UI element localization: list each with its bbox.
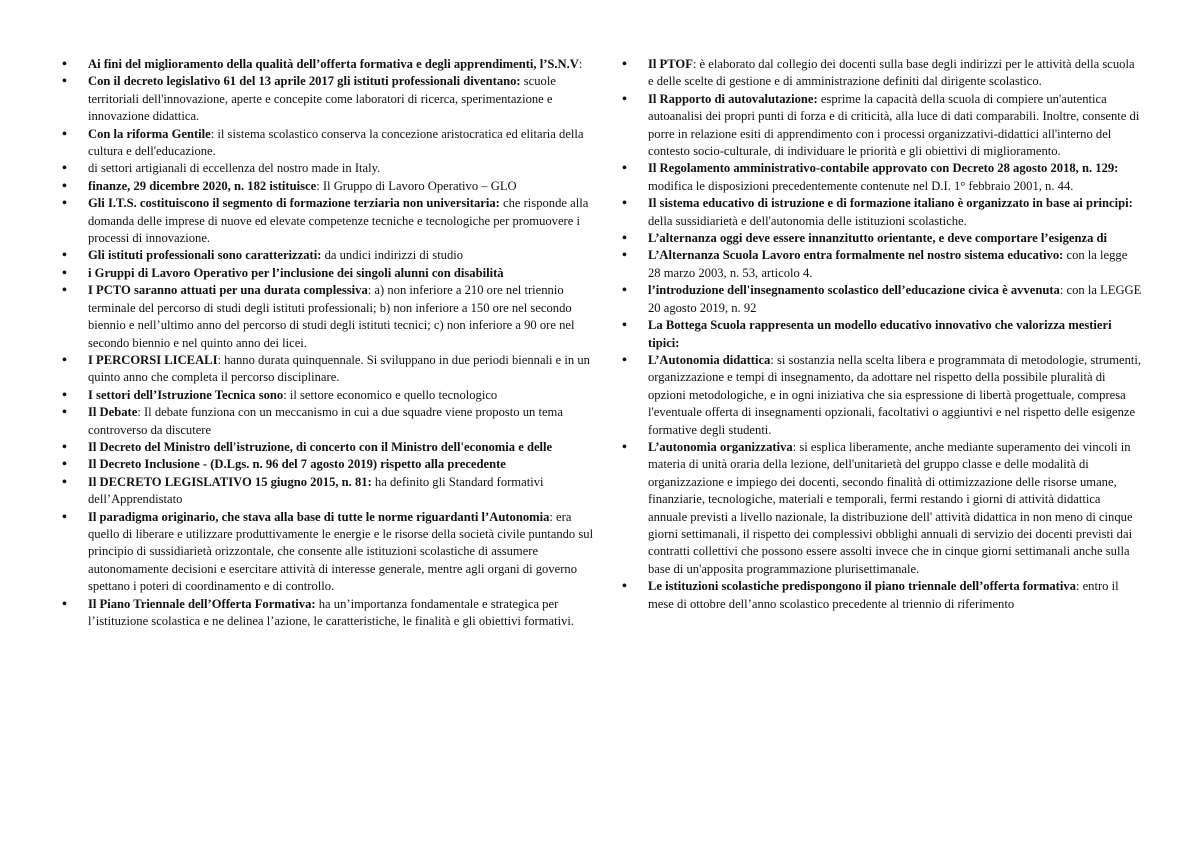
list-item — [62, 474, 602, 509]
list-item — [622, 56, 1142, 91]
item-bold-text: Gli istituti professionali sono caratterizzati: — [88, 248, 322, 263]
item-body-text: : entro il mese di ottobre dell’anno scolastico precedente al triennio di riferimento — [648, 579, 1119, 611]
list-item — [622, 317, 1142, 352]
item-bold-text: Con la riforma Gentile — [88, 126, 211, 141]
item-bold-text: Il Decreto Inclusione - (D.Lgs. n. 96 del 7 agosto 2019) rispetto alla precedente — [88, 457, 506, 472]
list-item — [622, 578, 1142, 613]
list-item — [62, 596, 602, 631]
item-bold-text: l’introduzione dell'insegnamento scolastico dell’educazione civica è avvenuta — [648, 283, 1060, 298]
item-body-text: : è elaborato dal collegio dei docenti sulla base degli indirizzi per le attività della scuola e delle scelte di gestione e di amministrazione definiti dal dirigente scolastico. — [648, 57, 1135, 89]
item-body-text: ha un’importanza fondamentale e strategica per l’istituzione scolastica e ne delinea l’azione, le caratteristiche, le finalità e gli obiettivi formativi. — [88, 596, 575, 628]
item-bold-text: Le istituzioni scolastiche predispongono il piano triennale dell’offerta formativa — [648, 579, 1076, 594]
list-item — [622, 282, 1142, 317]
item-bold-text: finanze, 29 dicembre 2020, n. 182 istituisce — [88, 178, 317, 193]
item-bold-text: Il paradigma originario, che stava alla base di tutte le norme riguardanti l’Autonomia — [88, 509, 550, 524]
item-bold-text: i Gruppi di Lavoro Operativo per l’inclusione dei singoli alunni con disabilità — [88, 265, 504, 280]
item-body-text: esprime la capacità della scuola di compiere un'autentica autoanalisi dei propri punti di forza e di criticità, alla luce di dati comparabili. Inoltre, consente di porre in relazione esiti di apprendimento con i processi organizzativi-didattici all'interno del contesto socio-culturale, di individuare le priorità e gli obiettivi di miglioramento. — [648, 91, 1140, 159]
list-item — [622, 247, 1142, 282]
item-body-text: : hanno durata quinquennale. Si sviluppano in due periodi biennali e in un quinto anno che completa il percorso disciplinare. — [88, 352, 590, 385]
item-body-text: : il settore economico e quello tecnologico — [283, 387, 498, 402]
item-bold-text: I PERCORSI LICEALI — [88, 352, 218, 367]
list-item — [62, 282, 602, 352]
item-bold-text: I settori dell’Istruzione Tecnica sono — [88, 387, 284, 402]
item-bold-text: L’alternanza oggi deve essere innanzitutto orientante, e deve comportare l’esigenza di — [648, 231, 1108, 246]
item-body-text: : a) non inferiore a 210 ore nel triennio terminale del percorso di studi degli istituti professionali; b) non inferiore a 150 ore nel secondo biennio e nell’ultimo anno del percorso di studi degli istituti tecnici; c) non inferiore a 90 ore nel secondo biennio e nel quinto anno dei licei. — [88, 283, 575, 350]
left-column — [62, 56, 602, 630]
left-bullet-list — [62, 56, 602, 630]
list-item — [622, 195, 1142, 230]
list-item — [622, 352, 1142, 439]
item-bold-text: Il PTOF — [648, 57, 693, 71]
item-body-text: : si sostanzia nella scelta libera e programmata di metodologie, strumenti, organizzazione e tempi di insegnamento, da adottare nel rispetto della possibile pluralità di opzioni metodologiche, e in ogni iniziativa che sia espressione di libertà progettuale, compresa l'eventuale offerta di insegnamenti opzionali, facoltativi o aggiuntivi e nel rispetto delle esigenze formative degli studenti. — [648, 352, 1142, 437]
list-item — [622, 91, 1142, 161]
list-item — [62, 56, 602, 73]
list-item — [62, 509, 602, 596]
item-bold-text: Il Piano Triennale dell’Offerta Formativa: — [88, 596, 316, 611]
item-body-text: da undici indirizzi di studio — [321, 248, 464, 263]
item-bold-text: Con il decreto legislativo 61 del 13 aprile 2017 gli istituti professionali diventano: — [88, 74, 521, 89]
list-item — [62, 195, 602, 247]
list-item — [622, 230, 1142, 247]
item-bold-text: I PCTO saranno attuati per una durata complessiva — [88, 283, 368, 298]
item-body-text: modifica le disposizioni precedentemente contenute nel D.I. 1° febbraio 2001, n. 44. — [648, 178, 1074, 193]
list-item — [62, 439, 602, 456]
item-bold-text: L’Alternanza Scuola Lavoro entra formalmente nel nostro sistema educativo: — [648, 248, 1064, 263]
item-body-text: : il sistema scolastico conserva la concezione aristocratica ed elitaria della cultura e dell'educazione. — [88, 126, 584, 159]
item-bold-text: Il Rapporto di autovalutazione: — [648, 91, 818, 106]
list-item — [62, 456, 602, 473]
item-body-text: della sussidiarietà e dell'autonomia delle istituzioni scolastiche. — [648, 213, 967, 228]
item-body-text: : con la LEGGE 20 agosto 2019, n. 92 — [648, 283, 1142, 315]
item-body-text: ha definito gli Standard formativi dell’Apprendistato — [88, 474, 544, 507]
item-body-text: : era quello di liberare e utilizzare produttivamente le energie e le risorse della società civile puntando sul principio di sussidiarietà orizzontale, che consente alle istituzioni scolastiche di assumere autonomamente decisioni e esercitare attività di interesse generale, mentre agli organi di governo spettano i poteri di coordinamento e di controllo. — [88, 509, 594, 594]
list-item — [622, 160, 1142, 195]
item-bold-text: Il Debate — [88, 405, 138, 420]
list-item — [62, 404, 602, 439]
item-body-text: : Il Gruppo di Lavoro Operativo – GLO — [316, 178, 517, 193]
item-body-text: : Il debate funziona con un meccanismo in cui a due squadre viene proposto un tema controverso da discutere — [88, 405, 563, 437]
item-body-text: scuole territoriali dell'innovazione, aperte e concepite come laboratori di ricerca, sperimentazione e innovazione didattica. — [88, 74, 556, 124]
item-body-text: che risponde alla domanda delle imprese di nuove ed elevate competenze tecniche e tecnologiche per promuovere i processi di innovazione. — [88, 196, 589, 246]
item-bold-text: Ai fini del miglioramento della qualità dell’offerta formativa e degli apprendimenti, l’S.N.V — [88, 57, 579, 71]
list-item — [62, 265, 602, 282]
item-body-text: : — [578, 57, 583, 71]
list-item — [62, 387, 602, 404]
right-bullet-list — [622, 56, 1142, 613]
list-item — [62, 160, 602, 177]
list-item — [622, 439, 1142, 578]
right-column — [622, 56, 1142, 613]
item-bold-text: L’autonomia organizzativa — [648, 439, 793, 454]
item-bold-text: Il sistema educativo di istruzione e di formazione italiano è organizzato in base ai principi: — [648, 196, 1133, 211]
item-body-text: con la legge 28 marzo 2003, n. 53, articolo 4. — [648, 248, 1128, 280]
item-body-text: : si esplica liberamente, anche mediante superamento dei vincoli in materia di unità oraria della lezione, dell'unitarietà del gruppo classe e delle modalità di organizzazione e impiego dei docenti, secondo finalità di ottimizzazione delle risorse umane, finanziarie, tecnologiche, materiali e temporali, fermi restando i giorni di attività didattica annuale previsti a livello nazionale, la distribuzione dell' attività didattica in non meno di cinque giorni settimanali, il rispetto dei complessivi obblighi annuali di servizio dei docenti previsti dai contratti collettivi che possono essere assolti invece che in cinque giorni settimanali anche sulla base di un'apposita programmazione plurisettimanale. — [648, 439, 1133, 576]
item-bold-text: Il DECRETO LEGISLATIVO 15 giugno 2015, n. 81: — [88, 474, 372, 489]
list-item — [62, 126, 602, 161]
list-item — [62, 73, 602, 125]
list-item — [62, 178, 602, 195]
item-bold-text: La Bottega Scuola rappresenta un modello educativo innovativo che valorizza mestieri tipici: — [648, 318, 1112, 350]
item-bold-text: Il Decreto del Ministro dell'istruzione, di concerto con il Ministro dell'economia e delle — [88, 439, 553, 454]
item-bold-text: L’Autonomia didattica — [648, 352, 771, 367]
list-item — [62, 352, 602, 387]
item-bold-text: Il Regolamento amministrativo-contabile approvato con Decreto 28 agosto 2018, n. 129: — [648, 161, 1119, 176]
item-body-text: di settori artigianali di eccellenza del nostro made in Italy. — [88, 161, 381, 176]
item-bold-text: Gli I.T.S. costituiscono il segmento di formazione terziaria non universitaria: — [88, 196, 500, 211]
list-item — [62, 247, 602, 264]
